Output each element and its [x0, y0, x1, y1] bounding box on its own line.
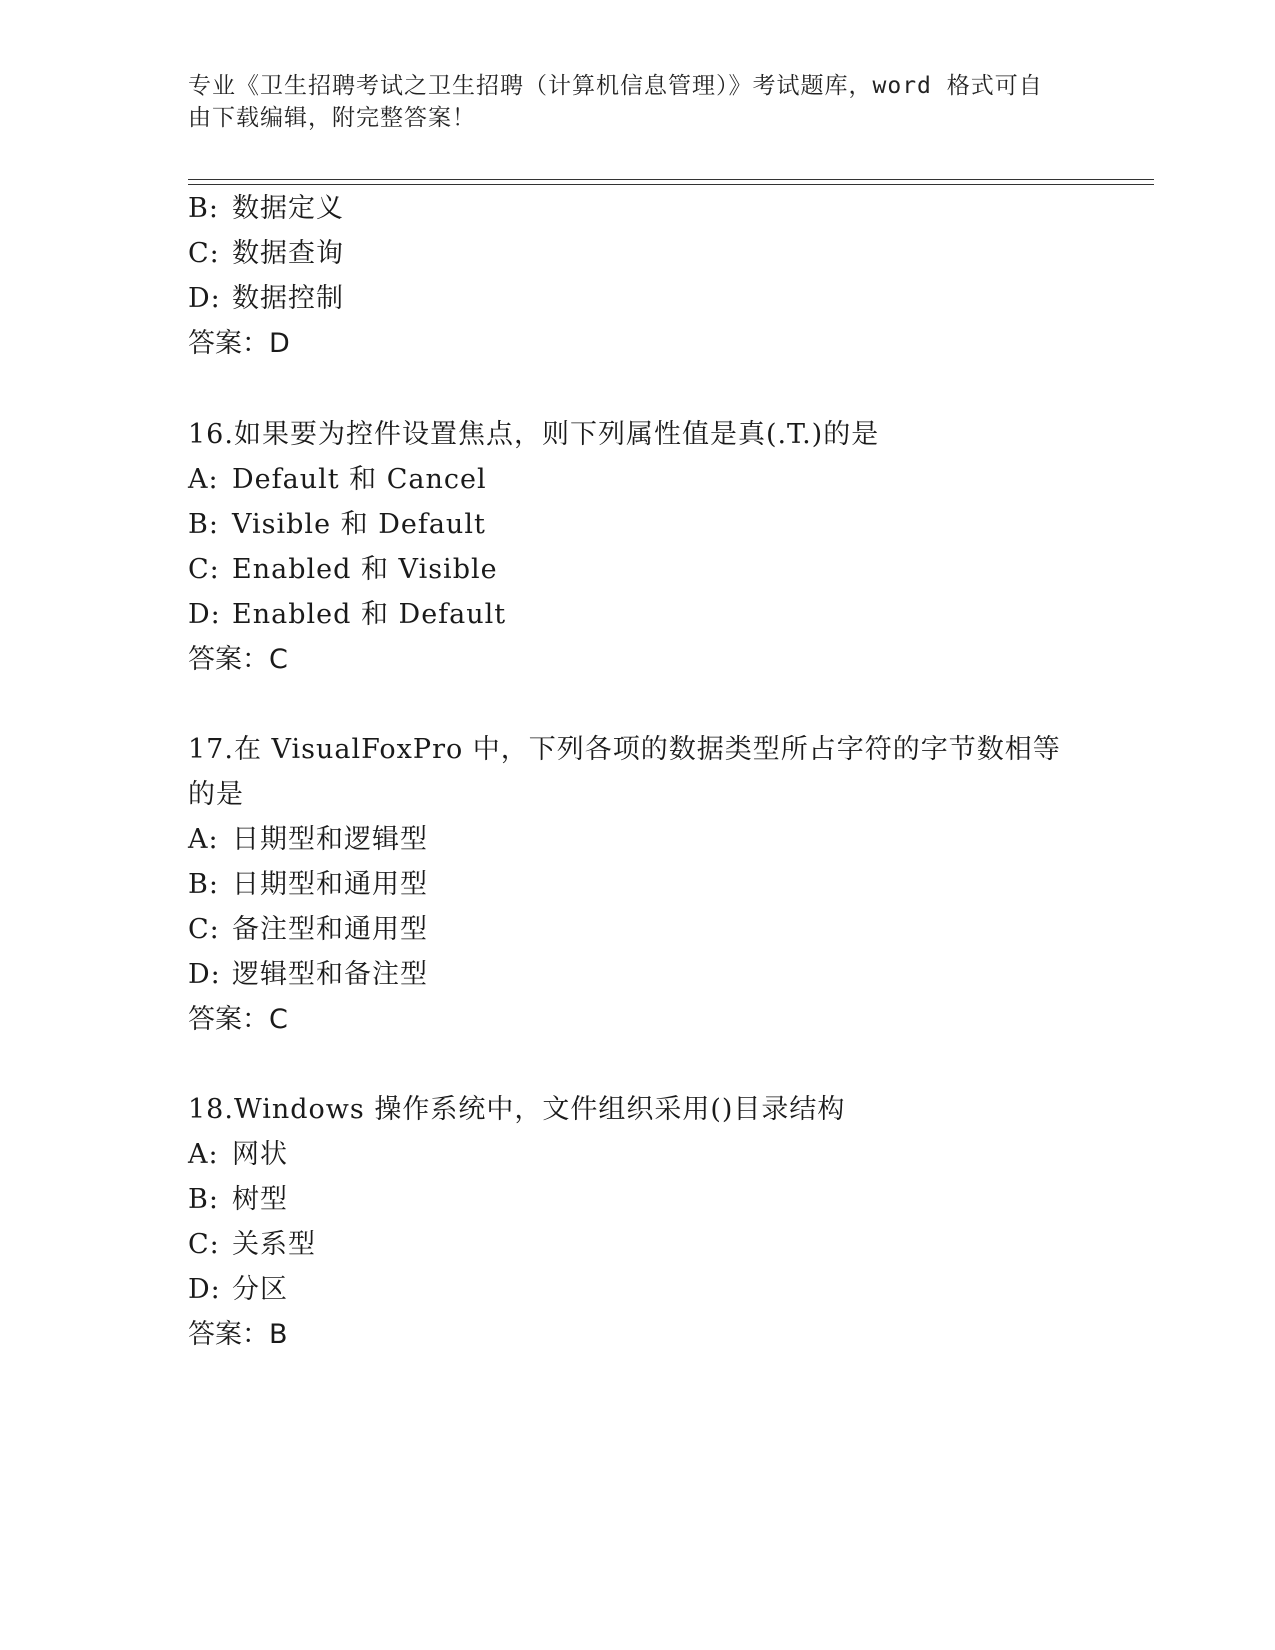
option-label: A: [188, 464, 219, 495]
answer: 答案：B [188, 1319, 288, 1350]
option-b [188, 1183, 288, 1217]
header-line-2: 由下载编辑，附完整答案！ [188, 105, 476, 131]
option-a [188, 1138, 288, 1172]
option-label: D: [188, 599, 221, 630]
header-line-1: 专业《卫生招聘考试之卫生招聘（计算机信息管理）》考试题库，word 格式可自 [188, 73, 1043, 99]
option-d [188, 1273, 288, 1307]
question-stem-continued: 的是 [188, 779, 244, 810]
option-label: D: [188, 1274, 221, 1305]
question-stem: 17.在 VisualFoxPro 中，下列各项的数据类型所占字符的字节数相等 [188, 734, 1061, 765]
option-d [188, 282, 344, 316]
answer: 答案：C [188, 1004, 288, 1035]
option-text: 网状 [232, 1139, 288, 1170]
header-divider-bottom [188, 184, 1154, 185]
option-text: Enabled 和 Default [232, 599, 507, 630]
option-label: B: [188, 869, 219, 900]
option-label: B: [188, 1184, 219, 1215]
option-label: A: [188, 824, 219, 855]
option-label: A: [188, 1139, 219, 1170]
answer: 答案：C [188, 644, 288, 675]
option-text: 逻辑型和备注型 [232, 959, 428, 990]
option-text: 关系型 [232, 1229, 316, 1260]
option-text: Default 和 Cancel [232, 464, 487, 495]
option-label: C: [188, 1229, 220, 1260]
option-c [188, 913, 428, 947]
option-label: D: [188, 959, 221, 990]
option-text: 数据定义 [232, 193, 344, 224]
option-label: C: [188, 238, 220, 269]
option-c [188, 1228, 316, 1262]
option-text: Visible 和 Default [232, 509, 486, 540]
option-text: 数据查询 [232, 238, 344, 269]
header-divider-top [188, 179, 1154, 180]
option-label: B: [188, 193, 219, 224]
option-a [188, 463, 487, 497]
option-b [188, 868, 428, 902]
option-text: 日期型和逻辑型 [232, 824, 428, 855]
option-a [188, 823, 428, 857]
option-label: B: [188, 509, 219, 540]
option-label: C: [188, 554, 220, 585]
option-text: Enabled 和 Visible [232, 554, 498, 585]
question-stem: 16.如果要为控件设置焦点，则下列属性值是真(.T.)的是 [188, 419, 880, 450]
option-d [188, 958, 428, 992]
option-label: C: [188, 914, 220, 945]
option-text: 分区 [232, 1274, 288, 1305]
option-c [188, 553, 498, 587]
answer: 答案：D [188, 328, 290, 359]
option-b [188, 508, 486, 542]
option-d [188, 598, 506, 632]
option-text: 数据控制 [232, 283, 344, 314]
option-text: 备注型和通用型 [232, 914, 428, 945]
option-text: 日期型和通用型 [232, 869, 428, 900]
option-text: 树型 [232, 1184, 288, 1215]
option-b [188, 192, 344, 226]
option-c [188, 237, 344, 271]
document-header [188, 70, 1088, 134]
option-label: D: [188, 283, 221, 314]
question-stem: 18.Windows 操作系统中，文件组织采用()目录结构 [188, 1094, 846, 1125]
